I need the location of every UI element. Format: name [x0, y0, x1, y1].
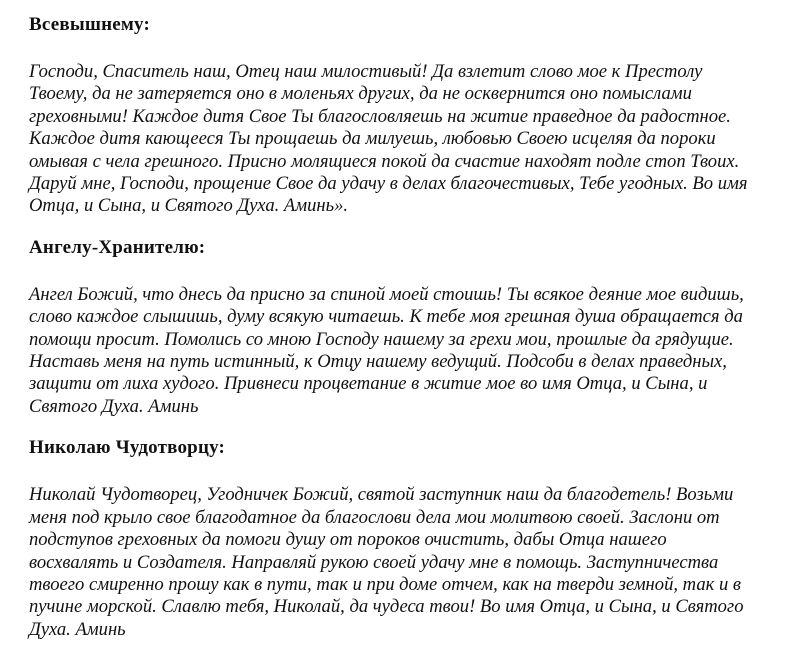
section-nikolayu-chudotvortsu	[29, 437, 789, 641]
text-line: Наставь меня на путь истинный, к Отцу нашему ведущий. Подсоби в делах праведных,	[29, 351, 727, 373]
text-line: Святого Духа. Аминь	[29, 395, 199, 417]
text-line: слово каждое слышишь, думу всякую читаешь. К тебе моя грешная душа обращается да	[29, 306, 743, 328]
prayer-text	[29, 484, 789, 641]
prayer-text	[29, 284, 789, 418]
document-page	[29, 14, 789, 641]
text-line: подступов греховных да помоги душу от пороков очистить, дабы Отца нашего	[29, 529, 667, 551]
text-line: пучине морской. Славлю тебя, Николай, да чудеса твои! Во имя Отца, и Сына, и Святого	[29, 596, 744, 618]
section-heading: Всевышнему:	[29, 14, 151, 35]
text-line: восхвалять и Создателя. Направляй рукою своей удачу мне в помощь. Заступничества	[29, 551, 719, 573]
text-line: Каждое дитя кающееся Ты прощаешь да милуешь, любовью Своею исцеляя да пороки	[29, 128, 716, 150]
prayer-text	[29, 61, 789, 218]
text-line: защити от лиха худого. Привнеси процветание в житие мое во имя Отца, и Сына, и	[29, 373, 708, 395]
text-line: Отца, и Сына, и Святого Духа. Аминь».	[29, 195, 349, 217]
text-line: Твоему, да не затеряется оно в моленьях других, да не осквернится оно помыслами	[29, 83, 692, 105]
text-line: Духа. Аминь	[29, 618, 126, 640]
text-line: Николай Чудотворец, Угодничек Божий, святой заступник наш да благодетель! Возьми	[29, 484, 734, 506]
text-line: помощи просит. Помолись со мною Господу нашему за грехи мои, прошлые да грядущие.	[29, 328, 734, 350]
section-heading: Николаю Чудотворцу:	[29, 437, 226, 459]
text-line: твоего смиренно прошу как в пути, так и при доме отчем, как на тверди земной, так и в	[29, 573, 741, 595]
section-vsevyshnemu	[29, 14, 789, 218]
text-line: Господи, Спаситель наш, Отец наш милостивый! Да взлетит слово мое к Престолу	[29, 61, 703, 82]
text-line: Ангел Божий, что днесь да присно за спиной моей стоишь! Ты всякое деяние мое видишь,	[29, 283, 744, 305]
text-line: меня под крыло свое благодатное да благослови дела мои молитвою своей. Заслони от	[29, 506, 720, 528]
text-line: Даруй мне, Господи, прощение Свое да удачу в делах благочестивых, Тебе угодных. Во имя	[29, 173, 748, 195]
text-line: омывая с чела грешного. Присно молящиеся покой да счастие находят подле стоп Твоих.	[29, 150, 740, 172]
section-heading: Ангелу-Хранителю:	[29, 236, 206, 258]
section-angelu-khranitelyu	[29, 237, 789, 418]
text-line: греховными! Каждое дитя Свое Ты благословляешь на житие праведное да радостное.	[29, 105, 731, 127]
